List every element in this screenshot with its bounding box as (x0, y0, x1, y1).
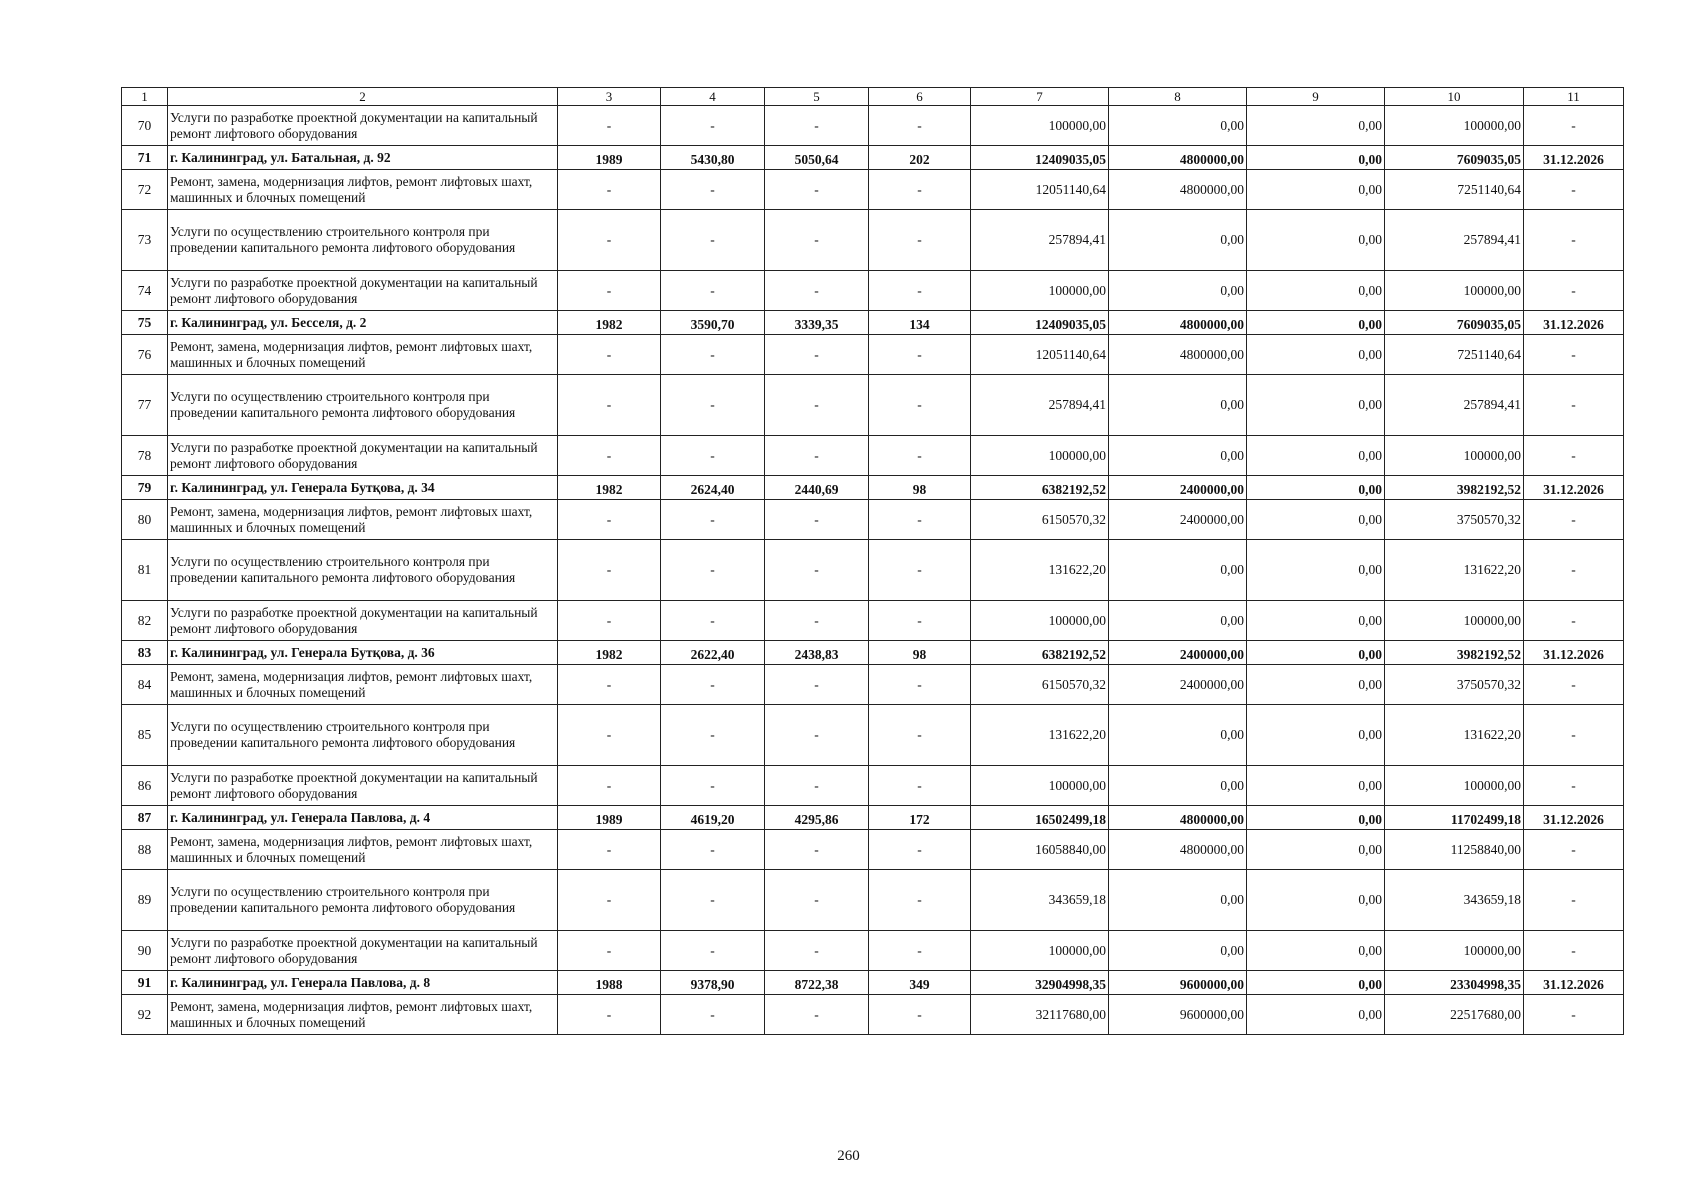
year-cell: - (558, 601, 661, 641)
deadline-cell: - (1524, 436, 1624, 476)
fund-cost-cell: 2400000,00 (1109, 476, 1247, 500)
fund-cost-cell: 0,00 (1109, 705, 1247, 766)
fund-cost-cell: 0,00 (1109, 375, 1247, 436)
total-cost-cell: 6150570,32 (971, 665, 1109, 705)
area-living-cell: - (765, 995, 869, 1035)
table-row-work (122, 995, 1624, 1035)
row-number-cell: 81 (122, 540, 168, 601)
residents-cell: 349 (869, 971, 971, 995)
row-number-cell: 85 (122, 705, 168, 766)
area-total-cell: - (661, 436, 765, 476)
column-number-header-row (122, 88, 1624, 106)
total-cost-cell: 32117680,00 (971, 995, 1109, 1035)
total-cost-cell: 6382192,52 (971, 641, 1109, 665)
fund-cost-cell: 0,00 (1109, 766, 1247, 806)
year-cell: - (558, 931, 661, 971)
residents-cell: - (869, 601, 971, 641)
owners-cost-cell: 343659,18 (1385, 870, 1524, 931)
total-cost-cell: 16502499,18 (971, 806, 1109, 830)
owners-cost-cell: 100000,00 (1385, 436, 1524, 476)
owners-cost-cell: 100000,00 (1385, 766, 1524, 806)
year-cell: 1982 (558, 476, 661, 500)
total-cost-cell: 32904998,35 (971, 971, 1109, 995)
year-cell: - (558, 995, 661, 1035)
table-row-work (122, 335, 1624, 375)
area-total-cell: 2622,40 (661, 641, 765, 665)
residents-cell: 134 (869, 311, 971, 335)
deadline-cell: - (1524, 601, 1624, 641)
owners-cost-cell: 100000,00 (1385, 931, 1524, 971)
table-row-work (122, 601, 1624, 641)
deadline-cell: - (1524, 210, 1624, 271)
description-cell: Услуги по разработке проектной документации на капитальный ремонт лифтового оборудования (168, 271, 558, 311)
fund-cost-cell: 4800000,00 (1109, 830, 1247, 870)
year-cell: - (558, 500, 661, 540)
budget-cost-cell: 0,00 (1247, 335, 1385, 375)
fund-cost-cell: 0,00 (1109, 271, 1247, 311)
deadline-cell: - (1524, 870, 1624, 931)
area-living-cell: 2440,69 (765, 476, 869, 500)
fund-cost-cell: 0,00 (1109, 540, 1247, 601)
area-living-cell: - (765, 106, 869, 146)
row-number-cell: 88 (122, 830, 168, 870)
total-cost-cell: 12051140,64 (971, 170, 1109, 210)
deadline-cell: 31.12.2026 (1524, 476, 1624, 500)
table-row-work (122, 436, 1624, 476)
owners-cost-cell: 100000,00 (1385, 601, 1524, 641)
year-cell: - (558, 375, 661, 436)
area-total-cell: - (661, 601, 765, 641)
fund-cost-cell: 0,00 (1109, 436, 1247, 476)
budget-cost-cell: 0,00 (1247, 106, 1385, 146)
owners-cost-cell: 3982192,52 (1385, 641, 1524, 665)
row-number-cell: 77 (122, 375, 168, 436)
residents-cell: - (869, 540, 971, 601)
residents-cell: - (869, 375, 971, 436)
description-cell: Ремонт, замена, модернизация лифтов, ремонт лифтовых шахт, машинных и блочных помещений (168, 500, 558, 540)
area-living-cell: - (765, 705, 869, 766)
deadline-cell: - (1524, 106, 1624, 146)
area-living-cell: - (765, 335, 869, 375)
area-total-cell: - (661, 500, 765, 540)
table-row-work (122, 540, 1624, 601)
area-living-cell: 5050,64 (765, 146, 869, 170)
area-living-cell: - (765, 375, 869, 436)
year-cell: - (558, 271, 661, 311)
year-cell: 1989 (558, 806, 661, 830)
owners-cost-cell: 23304998,35 (1385, 971, 1524, 995)
header-cell: 9 (1247, 88, 1385, 106)
row-number-cell: 86 (122, 766, 168, 806)
table-body (122, 88, 1624, 1035)
area-living-cell: - (765, 170, 869, 210)
total-cost-cell: 131622,20 (971, 540, 1109, 601)
area-living-cell: - (765, 931, 869, 971)
area-living-cell: - (765, 436, 869, 476)
description-cell: Услуги по разработке проектной документации на капитальный ремонт лифтового оборудования (168, 931, 558, 971)
area-total-cell: - (661, 271, 765, 311)
fund-cost-cell: 2400000,00 (1109, 641, 1247, 665)
table-row-address (122, 146, 1624, 170)
header-cell: 2 (168, 88, 558, 106)
works-table (121, 87, 1624, 1035)
area-living-cell: - (765, 601, 869, 641)
budget-cost-cell: 0,00 (1247, 705, 1385, 766)
row-number-cell: 74 (122, 271, 168, 311)
description-cell: Услуги по осуществлению строительного контроля при проведении капитального ремонта лифтового оборудования (168, 870, 558, 931)
residents-cell: - (869, 995, 971, 1035)
fund-cost-cell: 0,00 (1109, 106, 1247, 146)
residents-cell: 202 (869, 146, 971, 170)
budget-cost-cell: 0,00 (1247, 766, 1385, 806)
area-total-cell: 9378,90 (661, 971, 765, 995)
residents-cell: - (869, 931, 971, 971)
area-living-cell: 3339,35 (765, 311, 869, 335)
budget-cost-cell: 0,00 (1247, 601, 1385, 641)
row-number-cell: 70 (122, 106, 168, 146)
total-cost-cell: 100000,00 (971, 106, 1109, 146)
residents-cell: - (869, 766, 971, 806)
total-cost-cell: 343659,18 (971, 870, 1109, 931)
total-cost-cell: 257894,41 (971, 210, 1109, 271)
table-row-work (122, 870, 1624, 931)
deadline-cell: - (1524, 500, 1624, 540)
description-cell: г. Калининград, ул. Бесселя, д. 2 (168, 311, 558, 335)
owners-cost-cell: 7251140,64 (1385, 170, 1524, 210)
fund-cost-cell: 4800000,00 (1109, 170, 1247, 210)
budget-cost-cell: 0,00 (1247, 271, 1385, 311)
area-living-cell: - (765, 210, 869, 271)
residents-cell: - (869, 500, 971, 540)
header-cell: 5 (765, 88, 869, 106)
table-row-work (122, 705, 1624, 766)
area-living-cell: - (765, 271, 869, 311)
owners-cost-cell: 11258840,00 (1385, 830, 1524, 870)
table-row-work (122, 170, 1624, 210)
residents-cell: - (869, 271, 971, 311)
description-cell: Услуги по разработке проектной документации на капитальный ремонт лифтового оборудования (168, 766, 558, 806)
description-cell: Услуги по разработке проектной документации на капитальный ремонт лифтового оборудования (168, 436, 558, 476)
total-cost-cell: 100000,00 (971, 766, 1109, 806)
total-cost-cell: 6150570,32 (971, 500, 1109, 540)
area-total-cell: 3590,70 (661, 311, 765, 335)
year-cell: - (558, 170, 661, 210)
deadline-cell: - (1524, 931, 1624, 971)
total-cost-cell: 257894,41 (971, 375, 1109, 436)
row-number-cell: 71 (122, 146, 168, 170)
total-cost-cell: 12409035,05 (971, 146, 1109, 170)
area-living-cell: - (765, 665, 869, 705)
fund-cost-cell: 0,00 (1109, 601, 1247, 641)
table-row-address (122, 641, 1624, 665)
residents-cell: - (869, 830, 971, 870)
description-cell: Ремонт, замена, модернизация лифтов, ремонт лифтовых шахт, машинных и блочных помещений (168, 830, 558, 870)
budget-cost-cell: 0,00 (1247, 500, 1385, 540)
area-living-cell: - (765, 500, 869, 540)
fund-cost-cell: 0,00 (1109, 210, 1247, 271)
budget-cost-cell: 0,00 (1247, 146, 1385, 170)
budget-cost-cell: 0,00 (1247, 170, 1385, 210)
description-cell: г. Калининград, ул. Генерала Бутқова, д. 34 (168, 476, 558, 500)
area-living-cell: 4295,86 (765, 806, 869, 830)
area-living-cell: - (765, 870, 869, 931)
area-total-cell: - (661, 870, 765, 931)
residents-cell: - (869, 436, 971, 476)
deadline-cell: - (1524, 540, 1624, 601)
deadline-cell: - (1524, 830, 1624, 870)
fund-cost-cell: 4800000,00 (1109, 335, 1247, 375)
table-row-work (122, 931, 1624, 971)
budget-cost-cell: 0,00 (1247, 540, 1385, 601)
table-row-work (122, 500, 1624, 540)
area-living-cell: - (765, 766, 869, 806)
page-number: 260 (837, 1148, 860, 1164)
area-total-cell: - (661, 210, 765, 271)
area-total-cell: - (661, 170, 765, 210)
row-number-cell: 76 (122, 335, 168, 375)
deadline-cell: - (1524, 375, 1624, 436)
description-cell: Услуги по разработке проектной документации на капитальный ремонт лифтового оборудования (168, 601, 558, 641)
area-total-cell: 5430,80 (661, 146, 765, 170)
year-cell: - (558, 665, 661, 705)
residents-cell: 98 (869, 641, 971, 665)
row-number-cell: 72 (122, 170, 168, 210)
area-total-cell: - (661, 995, 765, 1035)
budget-cost-cell: 0,00 (1247, 830, 1385, 870)
row-number-cell: 82 (122, 601, 168, 641)
description-cell: Услуги по осуществлению строительного контроля при проведении капитального ремонта лифтового оборудования (168, 705, 558, 766)
area-living-cell: - (765, 540, 869, 601)
total-cost-cell: 100000,00 (971, 271, 1109, 311)
fund-cost-cell: 0,00 (1109, 931, 1247, 971)
residents-cell: - (869, 705, 971, 766)
area-living-cell: 2438,83 (765, 641, 869, 665)
row-number-cell: 84 (122, 665, 168, 705)
area-total-cell: - (661, 335, 765, 375)
residents-cell: - (869, 335, 971, 375)
deadline-cell: - (1524, 271, 1624, 311)
year-cell: - (558, 436, 661, 476)
owners-cost-cell: 257894,41 (1385, 210, 1524, 271)
year-cell: 1982 (558, 641, 661, 665)
description-cell: Ремонт, замена, модернизация лифтов, ремонт лифтовых шахт, машинных и блочных помещений (168, 665, 558, 705)
table-row-work (122, 766, 1624, 806)
description-cell: Услуги по осуществлению строительного контроля при проведении капитального ремонта лифтового оборудования (168, 375, 558, 436)
total-cost-cell: 6382192,52 (971, 476, 1109, 500)
table-row-work (122, 210, 1624, 271)
description-cell: Услуги по осуществлению строительного контроля при проведении капитального ремонта лифтового оборудования (168, 540, 558, 601)
owners-cost-cell: 7609035,05 (1385, 146, 1524, 170)
fund-cost-cell: 0,00 (1109, 870, 1247, 931)
fund-cost-cell: 4800000,00 (1109, 311, 1247, 335)
owners-cost-cell: 7609035,05 (1385, 311, 1524, 335)
row-number-cell: 80 (122, 500, 168, 540)
area-total-cell: - (661, 665, 765, 705)
fund-cost-cell: 4800000,00 (1109, 806, 1247, 830)
deadline-cell: - (1524, 335, 1624, 375)
deadline-cell: - (1524, 665, 1624, 705)
owners-cost-cell: 7251140,64 (1385, 335, 1524, 375)
residents-cell: 172 (869, 806, 971, 830)
year-cell: - (558, 705, 661, 766)
header-cell: 11 (1524, 88, 1624, 106)
budget-cost-cell: 0,00 (1247, 870, 1385, 931)
residents-cell: - (869, 210, 971, 271)
table-row-address (122, 311, 1624, 335)
year-cell: - (558, 766, 661, 806)
owners-cost-cell: 11702499,18 (1385, 806, 1524, 830)
deadline-cell: 31.12.2026 (1524, 971, 1624, 995)
header-cell: 8 (1109, 88, 1247, 106)
area-total-cell: - (661, 830, 765, 870)
header-cell: 1 (122, 88, 168, 106)
table-row-work (122, 271, 1624, 311)
total-cost-cell: 12051140,64 (971, 335, 1109, 375)
row-number-cell: 79 (122, 476, 168, 500)
area-total-cell: - (661, 766, 765, 806)
total-cost-cell: 16058840,00 (971, 830, 1109, 870)
table-row-address (122, 476, 1624, 500)
area-total-cell: - (661, 931, 765, 971)
description-cell: Ремонт, замена, модернизация лифтов, ремонт лифтовых шахт, машинных и блочных помещений (168, 170, 558, 210)
year-cell: - (558, 106, 661, 146)
fund-cost-cell: 9600000,00 (1109, 995, 1247, 1035)
budget-cost-cell: 0,00 (1247, 995, 1385, 1035)
deadline-cell: 31.12.2026 (1524, 641, 1624, 665)
year-cell: - (558, 540, 661, 601)
owners-cost-cell: 100000,00 (1385, 106, 1524, 146)
area-total-cell: - (661, 540, 765, 601)
total-cost-cell: 100000,00 (971, 931, 1109, 971)
area-living-cell: 8722,38 (765, 971, 869, 995)
row-number-cell: 92 (122, 995, 168, 1035)
area-total-cell: - (661, 705, 765, 766)
row-number-cell: 73 (122, 210, 168, 271)
fund-cost-cell: 9600000,00 (1109, 971, 1247, 995)
deadline-cell: 31.12.2026 (1524, 311, 1624, 335)
fund-cost-cell: 4800000,00 (1109, 146, 1247, 170)
budget-cost-cell: 0,00 (1247, 806, 1385, 830)
year-cell: - (558, 870, 661, 931)
owners-cost-cell: 257894,41 (1385, 375, 1524, 436)
owners-cost-cell: 100000,00 (1385, 271, 1524, 311)
row-number-cell: 91 (122, 971, 168, 995)
table-row-address (122, 971, 1624, 995)
deadline-cell: - (1524, 170, 1624, 210)
residents-cell: - (869, 665, 971, 705)
year-cell: 1988 (558, 971, 661, 995)
deadline-cell: - (1524, 995, 1624, 1035)
table-row-work (122, 830, 1624, 870)
budget-cost-cell: 0,00 (1247, 665, 1385, 705)
year-cell: 1989 (558, 146, 661, 170)
budget-cost-cell: 0,00 (1247, 641, 1385, 665)
deadline-cell: - (1524, 766, 1624, 806)
budget-cost-cell: 0,00 (1247, 311, 1385, 335)
row-number-cell: 89 (122, 870, 168, 931)
year-cell: - (558, 335, 661, 375)
owners-cost-cell: 131622,20 (1385, 705, 1524, 766)
residents-cell: - (869, 106, 971, 146)
description-cell: Услуги по осуществлению строительного контроля при проведении капитального ремонта лифтового оборудования (168, 210, 558, 271)
table-row-work (122, 106, 1624, 146)
deadline-cell: 31.12.2026 (1524, 806, 1624, 830)
budget-cost-cell: 0,00 (1247, 931, 1385, 971)
header-cell: 7 (971, 88, 1109, 106)
description-cell: г. Калининград, ул. Генерала Бутқова, д. 36 (168, 641, 558, 665)
description-cell: Услуги по разработке проектной документации на капитальный ремонт лифтового оборудования (168, 106, 558, 146)
deadline-cell: - (1524, 705, 1624, 766)
area-total-cell: - (661, 106, 765, 146)
description-cell: г. Калининград, ул. Генерала Павлова, д. 8 (168, 971, 558, 995)
total-cost-cell: 12409035,05 (971, 311, 1109, 335)
owners-cost-cell: 131622,20 (1385, 540, 1524, 601)
owners-cost-cell: 22517680,00 (1385, 995, 1524, 1035)
owners-cost-cell: 3750570,32 (1385, 500, 1524, 540)
header-cell: 3 (558, 88, 661, 106)
year-cell: - (558, 830, 661, 870)
owners-cost-cell: 3750570,32 (1385, 665, 1524, 705)
residents-cell: 98 (869, 476, 971, 500)
row-number-cell: 78 (122, 436, 168, 476)
header-cell: 4 (661, 88, 765, 106)
budget-cost-cell: 0,00 (1247, 436, 1385, 476)
budget-cost-cell: 0,00 (1247, 375, 1385, 436)
area-total-cell: - (661, 375, 765, 436)
fund-cost-cell: 2400000,00 (1109, 665, 1247, 705)
row-number-cell: 90 (122, 931, 168, 971)
total-cost-cell: 131622,20 (971, 705, 1109, 766)
description-cell: Ремонт, замена, модернизация лифтов, ремонт лифтовых шахт, машинных и блочных помещений (168, 995, 558, 1035)
residents-cell: - (869, 870, 971, 931)
residents-cell: - (869, 170, 971, 210)
deadline-cell: 31.12.2026 (1524, 146, 1624, 170)
description-cell: Ремонт, замена, модернизация лифтов, ремонт лифтовых шахт, машинных и блочных помещений (168, 335, 558, 375)
area-living-cell: - (765, 830, 869, 870)
total-cost-cell: 100000,00 (971, 436, 1109, 476)
row-number-cell: 87 (122, 806, 168, 830)
table-row-work (122, 665, 1624, 705)
fund-cost-cell: 2400000,00 (1109, 500, 1247, 540)
total-cost-cell: 100000,00 (971, 601, 1109, 641)
row-number-cell: 75 (122, 311, 168, 335)
area-total-cell: 2624,40 (661, 476, 765, 500)
header-cell: 10 (1385, 88, 1524, 106)
table-row-address (122, 806, 1624, 830)
budget-cost-cell: 0,00 (1247, 971, 1385, 995)
row-number-cell: 83 (122, 641, 168, 665)
table-row-work (122, 375, 1624, 436)
budget-cost-cell: 0,00 (1247, 210, 1385, 271)
header-cell: 6 (869, 88, 971, 106)
description-cell: г. Калининград, ул. Батальная, д. 92 (168, 146, 558, 170)
budget-cost-cell: 0,00 (1247, 476, 1385, 500)
year-cell: - (558, 210, 661, 271)
owners-cost-cell: 3982192,52 (1385, 476, 1524, 500)
area-total-cell: 4619,20 (661, 806, 765, 830)
year-cell: 1982 (558, 311, 661, 335)
description-cell: г. Калининград, ул. Генерала Павлова, д. 4 (168, 806, 558, 830)
